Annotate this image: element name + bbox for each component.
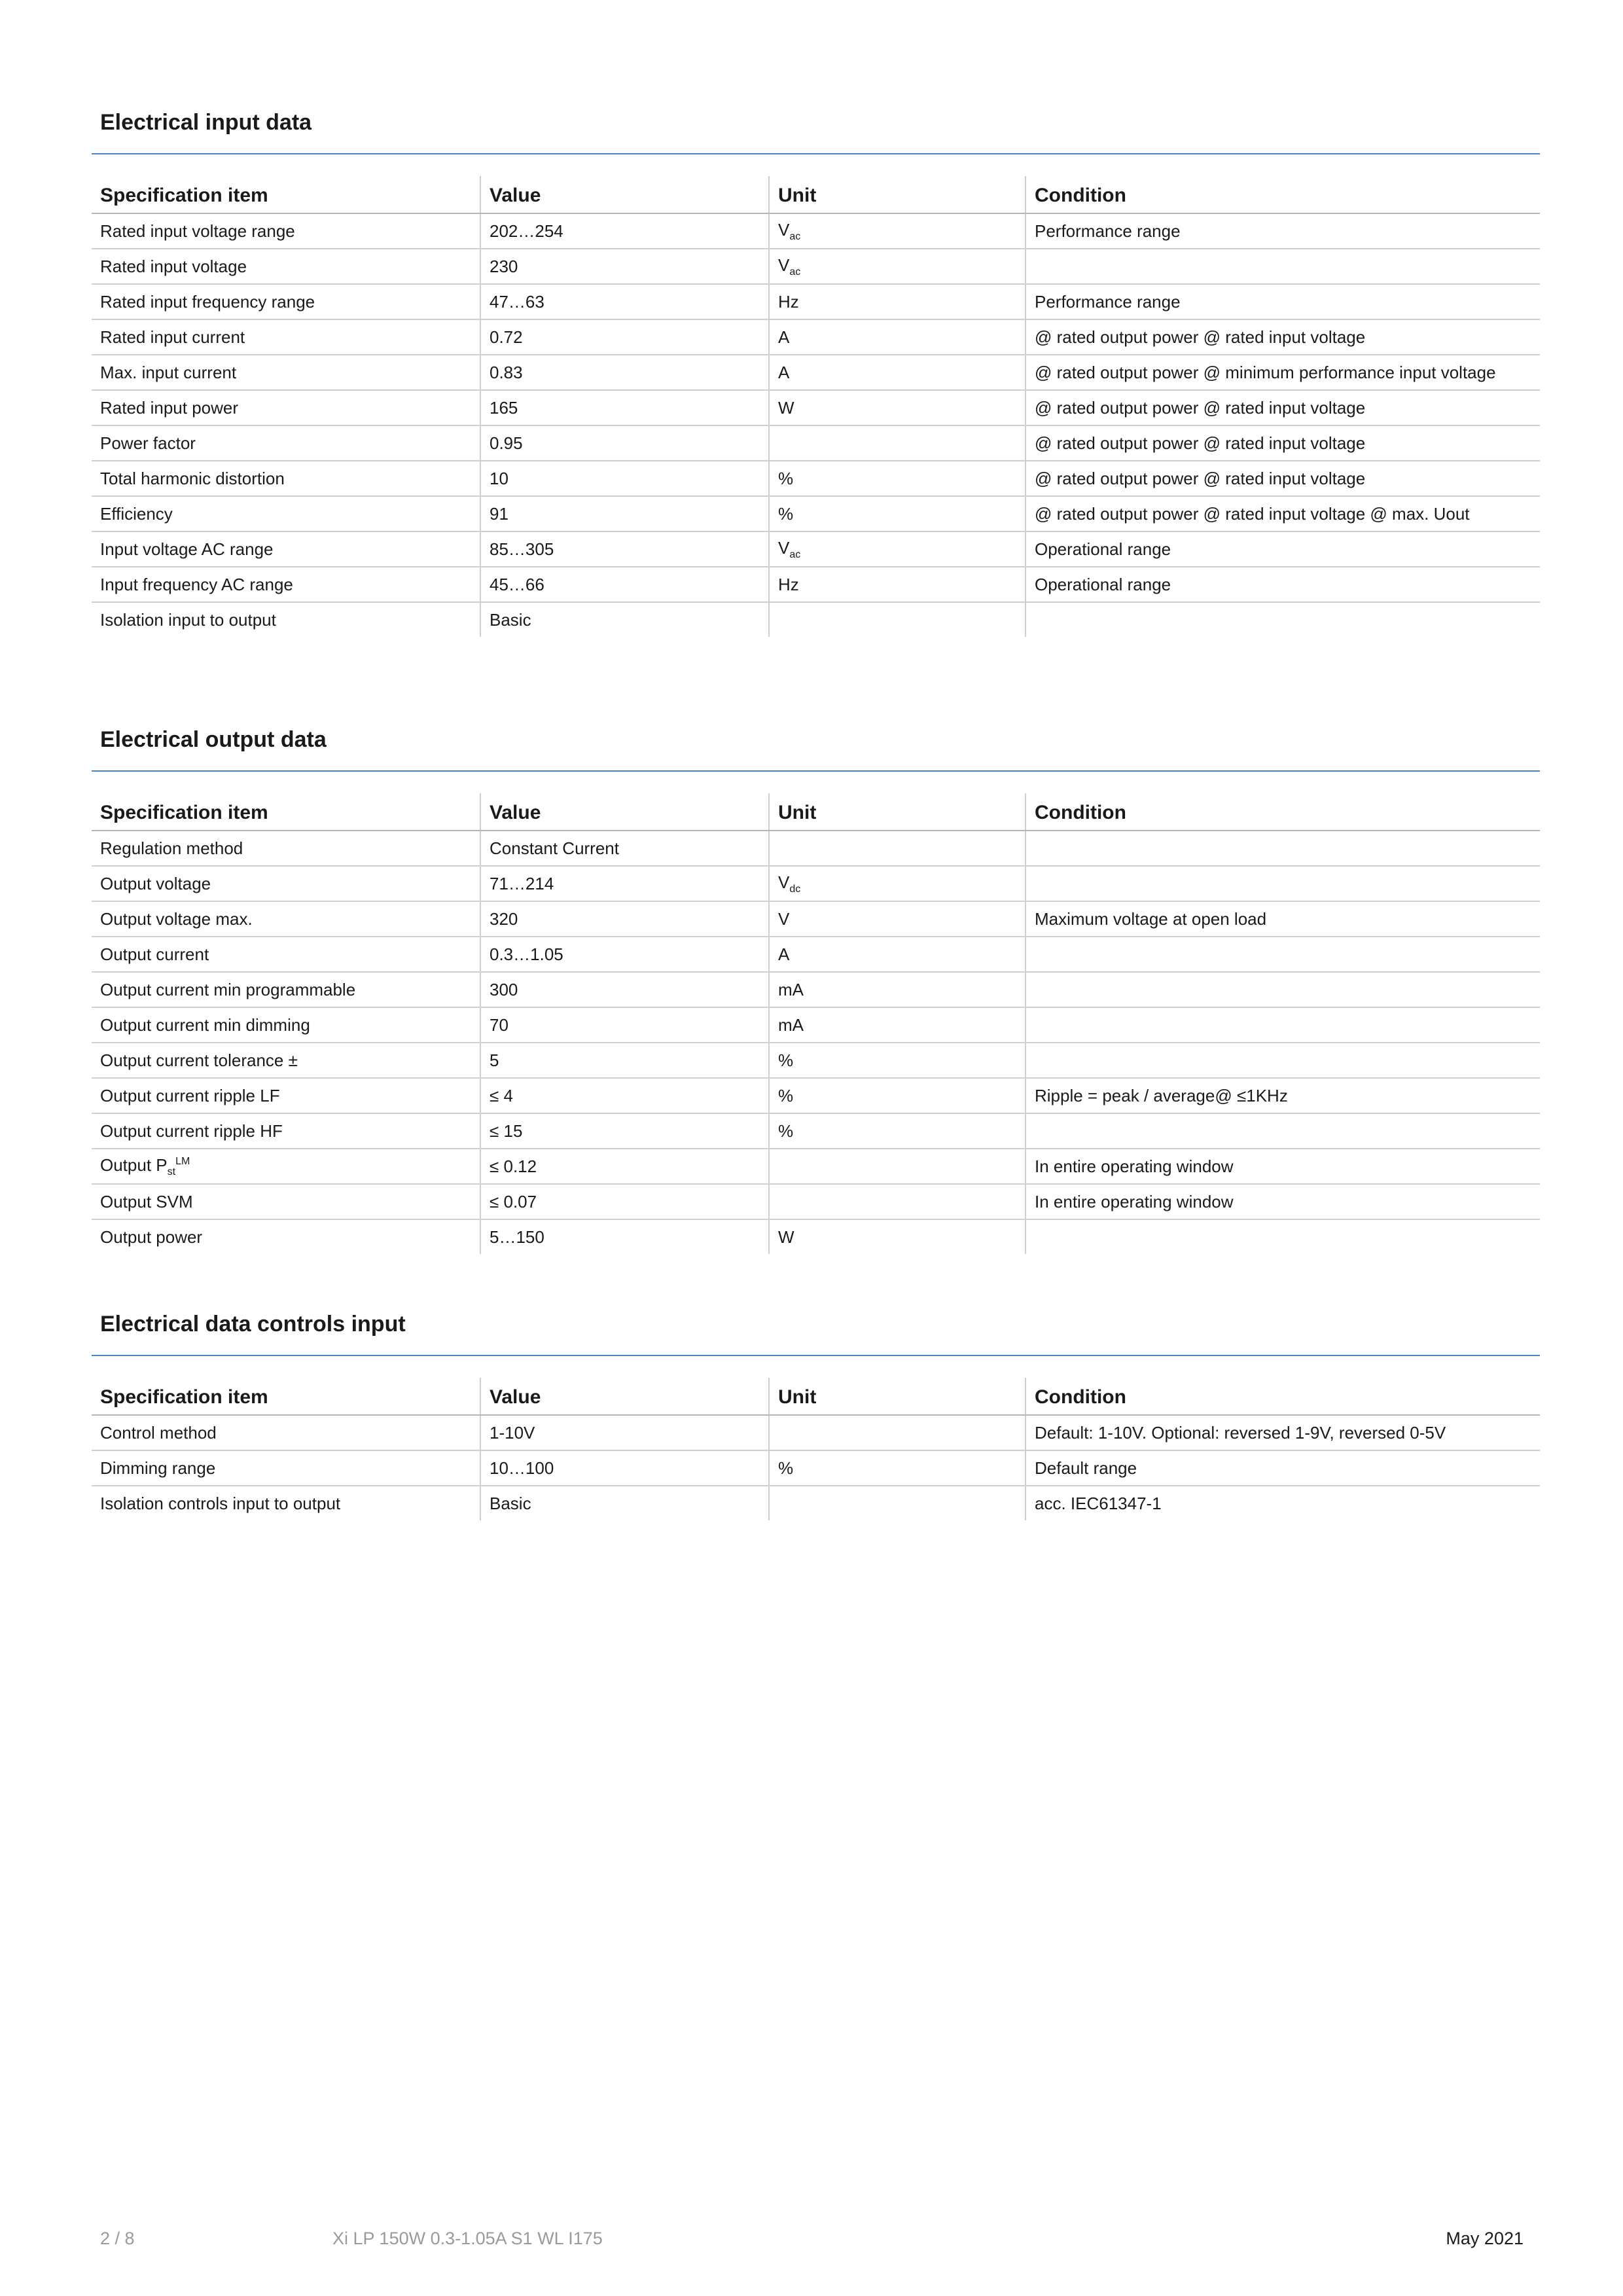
condition-cell: Default: 1-10V. Optional: reversed 1-9V, reversed 0-5V [1026,1415,1540,1450]
spec-item-text: Output voltage [100,873,211,893]
table-row [92,937,1540,972]
section-divider [92,770,1540,772]
unit-cell [769,866,1026,901]
unit-cell [769,937,1026,972]
spec-item-text: Output current min dimming [100,1014,310,1035]
value-cell: 0.72 [480,319,769,355]
spec-item-text: Total harmonic distortion [100,468,285,488]
spec-item-cell [92,1149,480,1184]
spec-item-subscript: st [167,1166,176,1177]
unit-cell [769,1149,1026,1184]
condition-cell: @ rated output power @ minimum performance input voltage [1026,355,1540,390]
spec-item-text: Rated input power [100,397,239,418]
electrical-output-section [92,720,1540,1254]
table-row [92,496,1540,531]
value-cell: 1-10V [480,1415,769,1450]
unit-cell [769,1415,1026,1450]
condition-cell: @ rated output power @ rated input voltage [1026,319,1540,355]
value-cell: 300 [480,972,769,1007]
spec-item-text: Efficiency [100,503,173,524]
spec-item-cell [92,1415,480,1450]
table-row [92,284,1540,319]
column-header-item: Specification item [92,793,480,831]
condition-cell: @ rated output power @ rated input voltage [1026,461,1540,496]
table-row [92,213,1540,249]
table-row [92,1043,1540,1078]
column-header-value: Value [480,793,769,831]
unit-cell [769,602,1026,637]
spec-item-text: Regulation method [100,838,243,858]
value-cell: 0.3…1.05 [480,937,769,972]
value-cell: 10 [480,461,769,496]
condition-cell: Performance range [1026,284,1540,319]
unit-cell [769,425,1026,461]
table-row [92,1450,1540,1486]
spec-item-text: Output voltage max. [100,908,253,929]
unit-cell [769,1219,1026,1254]
unit-subscript: ac [789,548,801,560]
value-cell: ≤ 15 [480,1113,769,1149]
value-cell: 71…214 [480,866,769,901]
value-cell: 165 [480,390,769,425]
spec-item-cell [92,866,480,901]
unit-cell [769,1078,1026,1113]
value-cell: 5…150 [480,1219,769,1254]
unit-subscript: ac [789,266,801,278]
unit-cell [769,1007,1026,1043]
value-cell: 47…63 [480,284,769,319]
spec-item-text: Input frequency AC range [100,574,293,594]
column-header-condition: Condition [1026,793,1540,831]
unit-cell [769,1486,1026,1520]
spec-table [92,1378,1540,1520]
spec-item-text: Rated input frequency range [100,291,315,312]
condition-cell: Operational range [1026,567,1540,602]
condition-cell [1026,249,1540,284]
unit-text: % [778,503,794,524]
page-footer [100,2225,1531,2251]
unit-text: V [778,255,790,275]
table-row [92,1078,1540,1113]
spec-item-text: Output P [100,1155,168,1175]
unit-cell [769,1450,1026,1486]
unit-cell [769,461,1026,496]
electrical-input-section [92,103,1540,637]
condition-cell [1026,602,1540,637]
table-row [92,531,1540,567]
condition-cell: Performance range [1026,213,1540,249]
spec-item-cell [92,1113,480,1149]
value-cell: 0.83 [480,355,769,390]
value-cell: ≤ 4 [480,1078,769,1113]
unit-text: % [778,1458,794,1478]
value-cell: 10…100 [480,1450,769,1486]
unit-cell [769,831,1026,866]
unit-text: V [778,872,790,892]
condition-cell: @ rated output power @ rated input voltage [1026,390,1540,425]
spec-item-cell [92,284,480,319]
value-cell: 45…66 [480,567,769,602]
condition-cell: Maximum voltage at open load [1026,901,1540,937]
section-divider [92,1355,1540,1356]
table-header-row [92,176,1540,213]
spec-item-cell [92,1486,480,1520]
unit-cell [769,1043,1026,1078]
condition-cell: @ rated output power @ rated input voltage @ max. Uout [1026,496,1540,531]
unit-text: Hz [778,291,799,312]
value-cell: 320 [480,901,769,937]
condition-cell: Ripple = peak / average@ ≤1KHz [1026,1078,1540,1113]
spec-item-text: Dimming range [100,1458,216,1478]
condition-cell [1026,1219,1540,1254]
spec-item-text: Rated input voltage [100,256,247,276]
spec-item-text: Rated input current [100,327,245,347]
column-header-value: Value [480,176,769,213]
unit-cell [769,531,1026,567]
spec-item-cell [92,901,480,937]
spec-item-cell [92,1219,480,1254]
column-header-unit: Unit [769,1378,1026,1415]
table-row [92,425,1540,461]
table-row [92,1007,1540,1043]
unit-text: % [778,468,794,488]
unit-text: V [778,219,790,240]
value-cell: 85…305 [480,531,769,567]
spec-item-cell [92,213,480,249]
table-row [92,972,1540,1007]
spec-item-cell [92,390,480,425]
condition-cell: Operational range [1026,531,1540,567]
table-header-row [92,1378,1540,1415]
spec-item-text: Rated input voltage range [100,221,295,241]
table-row [92,602,1540,637]
unit-text: A [778,327,790,347]
condition-cell [1026,866,1540,901]
spec-item-text: Output current min programmable [100,979,356,999]
table-row [92,355,1540,390]
table-row [92,319,1540,355]
unit-text: % [778,1121,794,1141]
unit-cell [769,1184,1026,1219]
spec-item-text: Isolation controls input to output [100,1493,341,1513]
publication-date: May 2021 [1446,2229,1524,2248]
table-row [92,461,1540,496]
table-row [92,1219,1540,1254]
column-header-condition: Condition [1026,176,1540,213]
spec-item-cell [92,425,480,461]
table-row [92,866,1540,901]
table-row [92,390,1540,425]
section-title: Electrical output data [100,727,327,752]
column-header-value: Value [480,1378,769,1415]
spec-item-cell [92,1043,480,1078]
column-header-unit: Unit [769,176,1026,213]
unit-text: V [778,908,790,929]
condition-cell: @ rated output power @ rated input voltage [1026,425,1540,461]
unit-text: V [778,537,790,558]
condition-cell: In entire operating window [1026,1149,1540,1184]
condition-cell [1026,831,1540,866]
spec-item-superscript: LM [175,1155,190,1167]
value-cell: ≤ 0.07 [480,1184,769,1219]
spec-item-cell [92,567,480,602]
unit-subscript: ac [789,230,801,242]
spec-item-cell [92,972,480,1007]
spec-item-cell [92,461,480,496]
value-cell: 91 [480,496,769,531]
unit-cell [769,213,1026,249]
unit-text: W [778,397,794,418]
condition-cell [1026,1007,1540,1043]
spec-table [92,793,1540,1254]
table-row [92,1486,1540,1520]
value-cell: 5 [480,1043,769,1078]
value-cell: 0.95 [480,425,769,461]
spec-item-cell [92,1450,480,1486]
page-number: 2 / 8 [100,2229,135,2248]
spec-item-text: Isolation input to output [100,609,276,630]
condition-cell [1026,937,1540,972]
condition-cell: In entire operating window [1026,1184,1540,1219]
condition-cell [1026,972,1540,1007]
unit-cell [769,567,1026,602]
spec-item-cell [92,319,480,355]
unit-cell [769,496,1026,531]
value-cell: 202…254 [480,213,769,249]
value-cell: Basic [480,1486,769,1520]
column-header-unit: Unit [769,793,1026,831]
spec-item-cell [92,602,480,637]
unit-text: Hz [778,574,799,594]
section-title: Electrical input data [100,110,312,135]
spec-item-cell [92,355,480,390]
unit-text: mA [778,979,804,999]
spec-item-text: Control method [100,1422,217,1443]
spec-item-cell [92,1184,480,1219]
column-header-condition: Condition [1026,1378,1540,1415]
spec-item-text: Output power [100,1227,203,1247]
unit-cell [769,972,1026,1007]
unit-text: W [778,1227,794,1247]
condition-cell [1026,1113,1540,1149]
value-cell: 230 [480,249,769,284]
spec-item-text: Output current ripple HF [100,1121,283,1141]
table-row [92,901,1540,937]
table-row [92,249,1540,284]
spec-item-cell [92,496,480,531]
unit-text: A [778,362,790,382]
unit-cell [769,249,1026,284]
condition-cell: Default range [1026,1450,1540,1486]
condition-cell: acc. IEC61347-1 [1026,1486,1540,1520]
spec-item-cell [92,249,480,284]
spec-item-cell [92,1007,480,1043]
unit-text: A [778,944,790,964]
section-divider [92,153,1540,154]
unit-cell [769,284,1026,319]
column-header-item: Specification item [92,1378,480,1415]
spec-item-text: Output current tolerance ± [100,1050,298,1070]
value-cell: ≤ 0.12 [480,1149,769,1184]
table-header-row [92,793,1540,831]
unit-cell [769,1113,1026,1149]
spec-item-text: Output current ripple LF [100,1085,280,1105]
unit-cell [769,390,1026,425]
spec-item-cell [92,531,480,567]
unit-cell [769,901,1026,937]
table-row [92,1149,1540,1184]
electrical-controls-section [92,1304,1540,1520]
unit-cell [769,355,1026,390]
spec-table [92,176,1540,637]
table-row [92,1113,1540,1149]
value-cell: Basic [480,602,769,637]
spec-item-text: Output SVM [100,1191,193,1211]
spec-item-cell [92,831,480,866]
product-name: Xi LP 150W 0.3-1.05A S1 WL I175 [332,2229,603,2248]
unit-text: mA [778,1014,804,1035]
spec-item-text: Power factor [100,433,196,453]
column-header-item: Specification item [92,176,480,213]
spec-item-text: Output current [100,944,209,964]
unit-text: % [778,1085,794,1105]
section-title: Electrical data controls input [100,1312,406,1336]
unit-cell [769,319,1026,355]
table-row [92,567,1540,602]
spec-item-text: Max. input current [100,362,237,382]
spec-item-cell [92,937,480,972]
condition-cell [1026,1043,1540,1078]
spec-item-text: Input voltage AC range [100,539,274,559]
table-row [92,1415,1540,1450]
unit-subscript: dc [789,883,801,895]
value-cell: Constant Current [480,831,769,866]
unit-text: % [778,1050,794,1070]
table-row [92,1184,1540,1219]
value-cell: 70 [480,1007,769,1043]
spec-item-cell [92,1078,480,1113]
table-row [92,831,1540,866]
